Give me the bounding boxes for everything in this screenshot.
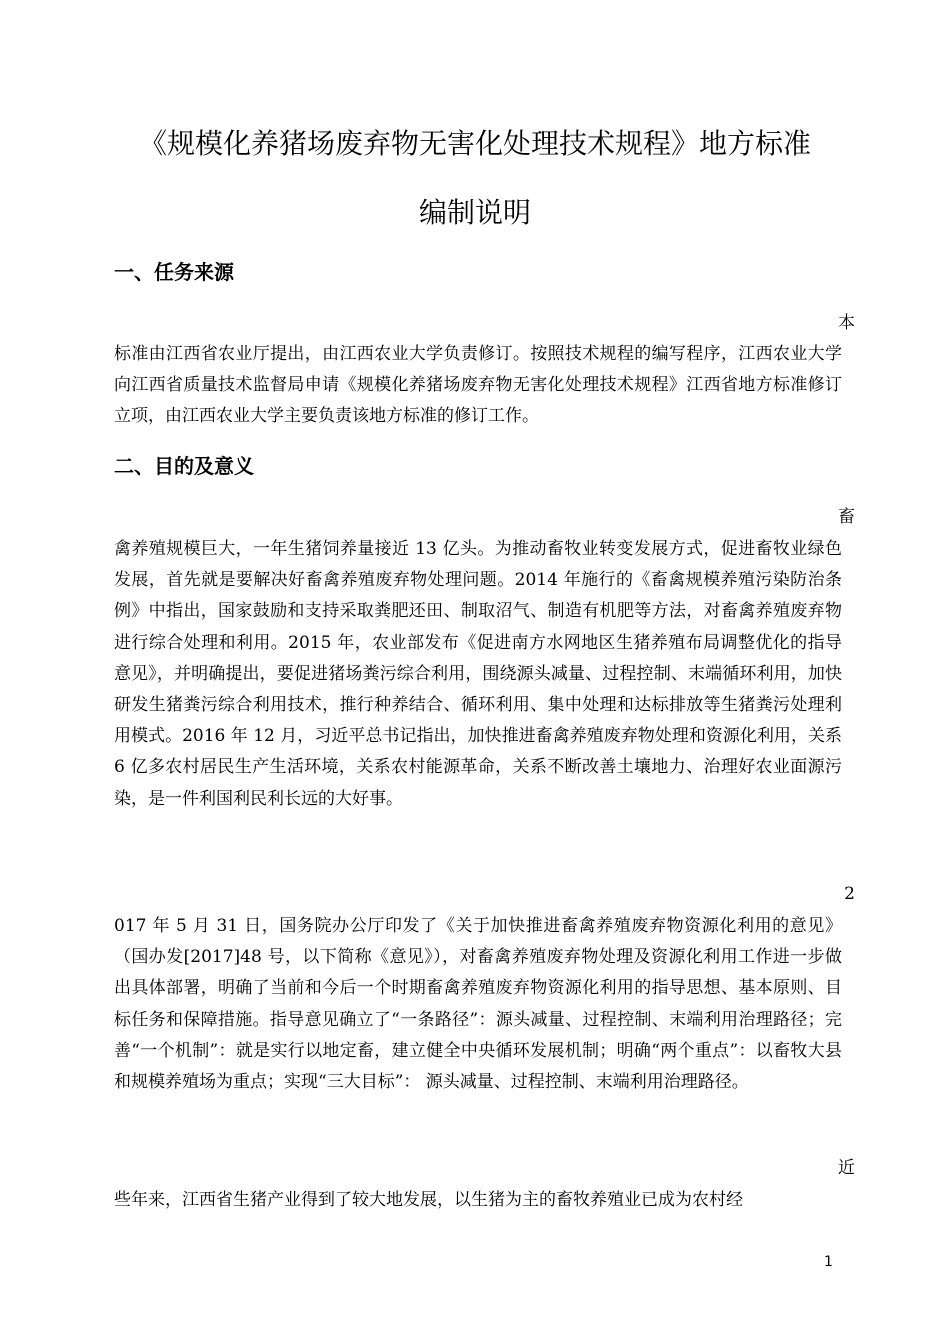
section-heading-purpose: 二、目的及意义: [114, 454, 254, 478]
paragraph-first-char: 2: [844, 884, 855, 904]
paragraph-purpose-1: 禽养殖规模巨大，一年生猪饲养量接近 13 亿头。为推动畜牧业转变发展方式，促进畜牧业绿色发展，首先就是要解决好畜禽养殖废弃物处理问题。2014 年施行的《畜禽规模养殖污染防治条例》中指出，国家鼓励和支持采取粪肥还田、制取沼气、制造有机肥等方法，对畜禽养殖废弃物进行综合处理和利用。2015 年，农业部发布《促进南方水网地区生猪养殖布局调整优化的指导意见》，并明确提出，要促进猪场粪污综合利用，围绕源头减量、过程控制、末端循环利用，加快研发生猪粪污综合利用技术，推行种养结合、循环利用、集中处理和达标排放等生猪粪污处理利用模式。2016 年 12 月，习近平总书记指出，加快推进畜禽养殖废弃物处理和资源化利用，关系 6 亿多农村居民生产生活环境，关系农村能源革命，关系不断改善土壤地力、治理好农业面源污染，是一件利国利民利长远的大好事。: [114, 539, 842, 809]
paragraph-first-char: 本: [838, 313, 855, 333]
paragraph-purpose-3: 些年来，江西省生猪产业得到了较大地发展，以生猪为主的畜牧养殖业已成为农村经: [114, 1190, 743, 1210]
page-number: 1: [824, 1254, 833, 1270]
section-heading-task-source: 一、任务来源: [114, 260, 234, 284]
document-title-line1: 《规模化养猪场废弃物无害化处理技术规程》地方标准: [138, 127, 811, 160]
paragraph-first-char: 畜: [838, 507, 855, 527]
paragraph-first-char: 近: [838, 1158, 855, 1178]
paragraph-task-source: 标准由江西省农业厅提出，由江西农业大学负责修订。按照技术规程的编写程序，江西农业大学向江西省质量技术监督局申请《规模化养猪场废弃物无害化处理技术规程》江西省地方标准修订立项，由江西农业大学主要负责该地方标准的修订工作。: [114, 344, 842, 427]
paragraph-purpose-2: 017 年 5 月 31 日，国务院办公厅印发了《关于加快推进畜禽养殖废弃物资源化利用的意见》（国办发[2017]48 号，以下简称《意见》），对畜禽养殖废弃物处理及资源化利用工作进一步做出具体部署，明确了当前和今后一个时期畜禽养殖废弃物资源化利用的指导思想、基本原则、目标任务和保障措施。指导意见确立了“一条路径”：源头减量、过程控制、末端利用治理路径；完善“一个机制”：就是实行以地定畜，建立健全中央循环发展机制；明确“两个重点”：以畜牧大县和规模养殖场为重点；实现“三大目标”： 源头减量、过程控制、末端利用治理路径。: [114, 916, 842, 1093]
document-title-line2: 编制说明: [418, 196, 531, 229]
